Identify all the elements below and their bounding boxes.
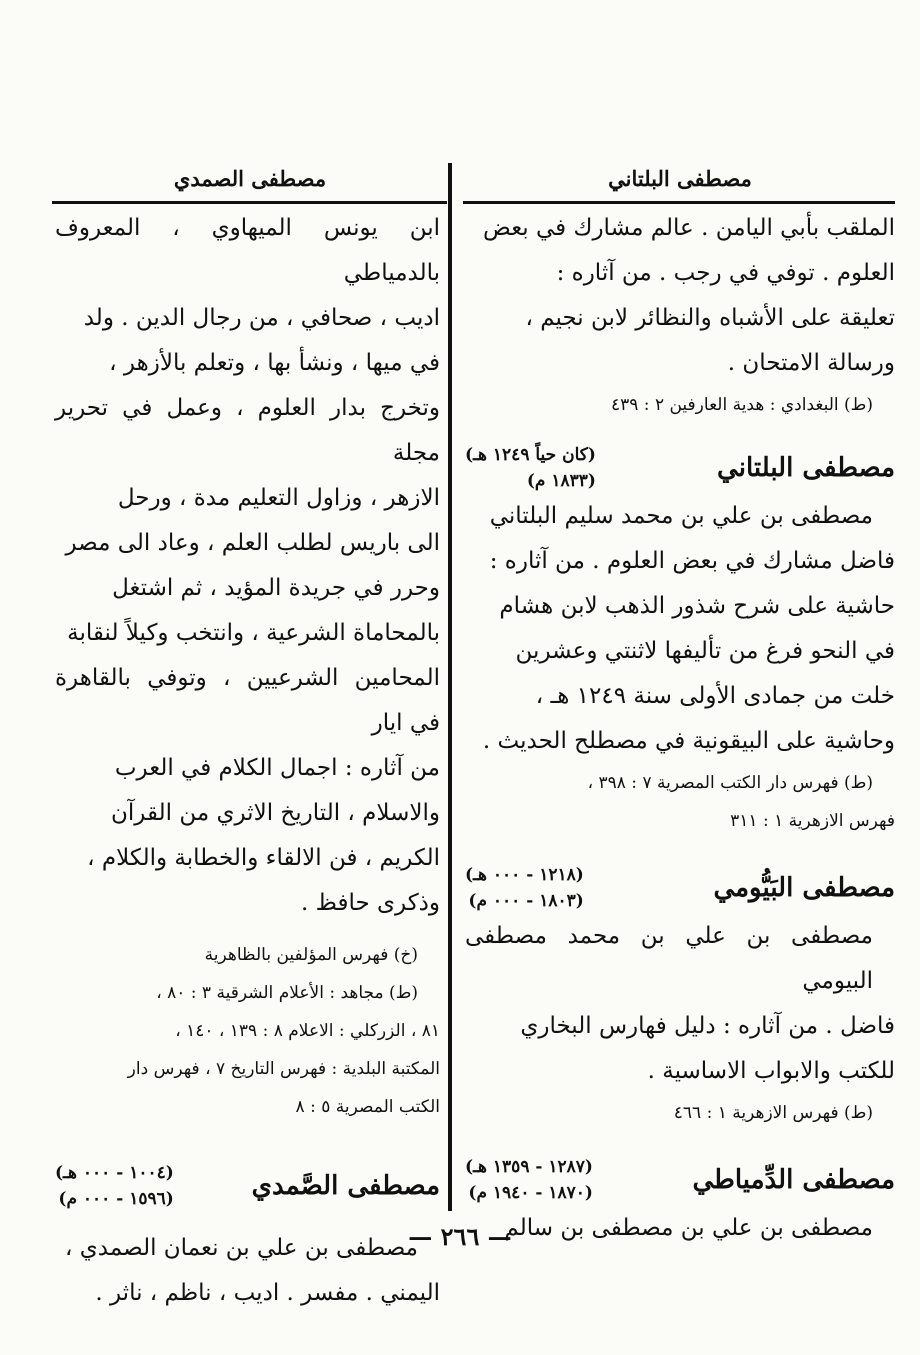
text-line: مصطفى بن علي بن نعمان الصمدي ،	[65, 1235, 418, 1261]
reference-line: (ط) فهرس دار الكتب المصرية ٧ : ٣٩٨ ،	[587, 773, 873, 793]
entry-heading	[465, 1154, 895, 1206]
text-line: والاسلام ، التاريخ الاثري من القرآن	[111, 800, 440, 826]
text-line: اديب ، صحافي ، من رجال الدين . ولد	[83, 305, 440, 331]
reference-line: فهرس الازهرية ١ : ٣١١	[730, 811, 895, 831]
entry-heading	[465, 442, 895, 494]
date-gregorian: (١٨٠٣ - ٠٠٠ م)	[468, 891, 584, 911]
entry-name: مصطفى البَيُّومي	[713, 873, 895, 903]
text-line: مصطفى بن علي بن مصطفى بن سالم	[504, 1215, 873, 1241]
text-line: العلوم . توفي في رجب . من آثاره :	[556, 260, 895, 286]
reference-line: (ط) فهرس الازهرية ١ : ٤٦٦	[673, 1103, 873, 1123]
date-gregorian: (١٥٩٦ - ٠٠٠ م)	[58, 1189, 174, 1209]
text-line: وتخرج بدار العلوم ، وعمل في تحرير مجلة	[55, 395, 440, 466]
reference-line: ٨١ ، الزركلي : الاعلام ٨ : ١٣٩ ، ١٤٠ ،	[175, 1021, 440, 1041]
text-line: فاضل . من آثاره : دليل فهارس البخاري	[520, 1013, 895, 1039]
text-line: وحاشية على البيقونية في مصطلح الحديث .	[482, 728, 895, 754]
page-number: — ٢٦٦ —	[408, 1222, 512, 1251]
text-line: في النحو فرغ من تأليفها لاثنتي وعشرين	[515, 638, 895, 664]
text-line: خلت من جمادى الأولى سنة ١٢٤٩ هـ ،	[535, 683, 895, 709]
text-line: ورسالة الامتحان .	[727, 350, 895, 376]
header-rule-left	[52, 201, 447, 204]
entry-dates	[465, 442, 596, 494]
reference-line: (خ) فهرس المؤلفين بالظاهرية	[204, 945, 418, 965]
text-line: الى باريس لطلب العلم ، وعاد الى مصر	[65, 530, 440, 556]
text-line: تعليقة على الأشباه والنظائر لابن نجيم ،	[525, 305, 895, 331]
header-rule-right	[463, 201, 895, 204]
entry-dates	[55, 1160, 174, 1212]
text-line: الكريم ، فن الالقاء والخطابة والكلام ،	[87, 845, 440, 871]
running-header-right: مصطفى البلتاني	[608, 166, 752, 191]
running-header-left: مصطفى الصمدي	[173, 166, 327, 191]
date-gregorian: (١٨٣٣ م)	[526, 471, 596, 491]
reference-line: المكتبة البلدية : فهرس التاريخ ٧ ، فهرس دار	[127, 1059, 440, 1079]
column-divider	[448, 163, 452, 1211]
date-hijri: (١٢١٨ - ٠٠٠ هـ)	[465, 865, 584, 885]
entry-name: مصطفى الصَّمدي	[251, 1171, 440, 1201]
date-hijri: (١٢٨٧ - ١٣٥٩ هـ)	[465, 1157, 593, 1177]
text-line: بالمحاماة الشرعية ، وانتخب وكيلاً لنقابة	[67, 620, 440, 646]
text-line: الملقب بأبي اليامن . عالم مشارك في بعض	[483, 215, 895, 241]
text-line: الازهر ، وزاول التعليم مدة ، ورحل	[117, 485, 440, 511]
entry-name: مصطفى البلتاني	[717, 453, 895, 483]
text-line: وحرر في جريدة المؤيد ، ثم اشتغل	[112, 575, 440, 601]
date-hijri: (١٠٠٤ - ٠٠٠ هـ)	[55, 1163, 174, 1183]
text-line: اليمني . مفسر . اديب ، ناظم ، ناثر .	[95, 1280, 440, 1306]
text-line: المحامين الشرعيين ، وتوفي بالقاهرة في ايار	[55, 665, 440, 736]
text-line: حاشية على شرح شذور الذهب لابن هشام	[499, 593, 895, 619]
text-line: مصطفى بن علي بن محمد سليم البلتاني	[489, 503, 873, 529]
left-column	[55, 206, 440, 1316]
text-line: في ميها ، ونشأ بها ، وتعلم بالأزهر ،	[109, 350, 440, 376]
text-line: فاضل مشارك في بعض العلوم . من آثاره :	[489, 548, 895, 574]
text-line: للكتب والابواب الاساسية .	[647, 1058, 895, 1084]
entry-heading	[55, 1156, 440, 1216]
text-line: ابن يونس الميهاوي ، المعروف بالدمياطي	[55, 215, 440, 286]
date-gregorian: (١٨٧٠ - ١٩٤٠ م)	[468, 1183, 593, 1203]
reference-line: الكتب المصرية ٥ : ٨	[295, 1097, 440, 1117]
text-line: من آثاره : اجمال الكلام في العرب	[114, 755, 440, 781]
date-hijri: (كان حياً ١٢٤٩ هـ)	[465, 445, 596, 465]
entry-heading	[465, 862, 895, 914]
entry-dates	[465, 1154, 593, 1206]
text-line: وذكرى حافظ .	[301, 890, 440, 916]
entry-name: مصطفى الدِّمياطي	[692, 1165, 895, 1195]
right-column	[465, 206, 895, 1251]
entry-dates	[465, 862, 584, 914]
reference-line: (ط) مجاهد : الأعلام الشرقية ٣ : ٨٠ ،	[156, 983, 418, 1003]
text-line: مصطفى بن علي بن محمد مصطفى البيومي	[465, 923, 873, 994]
reference-line: (ط) البغدادي : هدية العارفين ٢ : ٤٣٩	[610, 395, 873, 415]
